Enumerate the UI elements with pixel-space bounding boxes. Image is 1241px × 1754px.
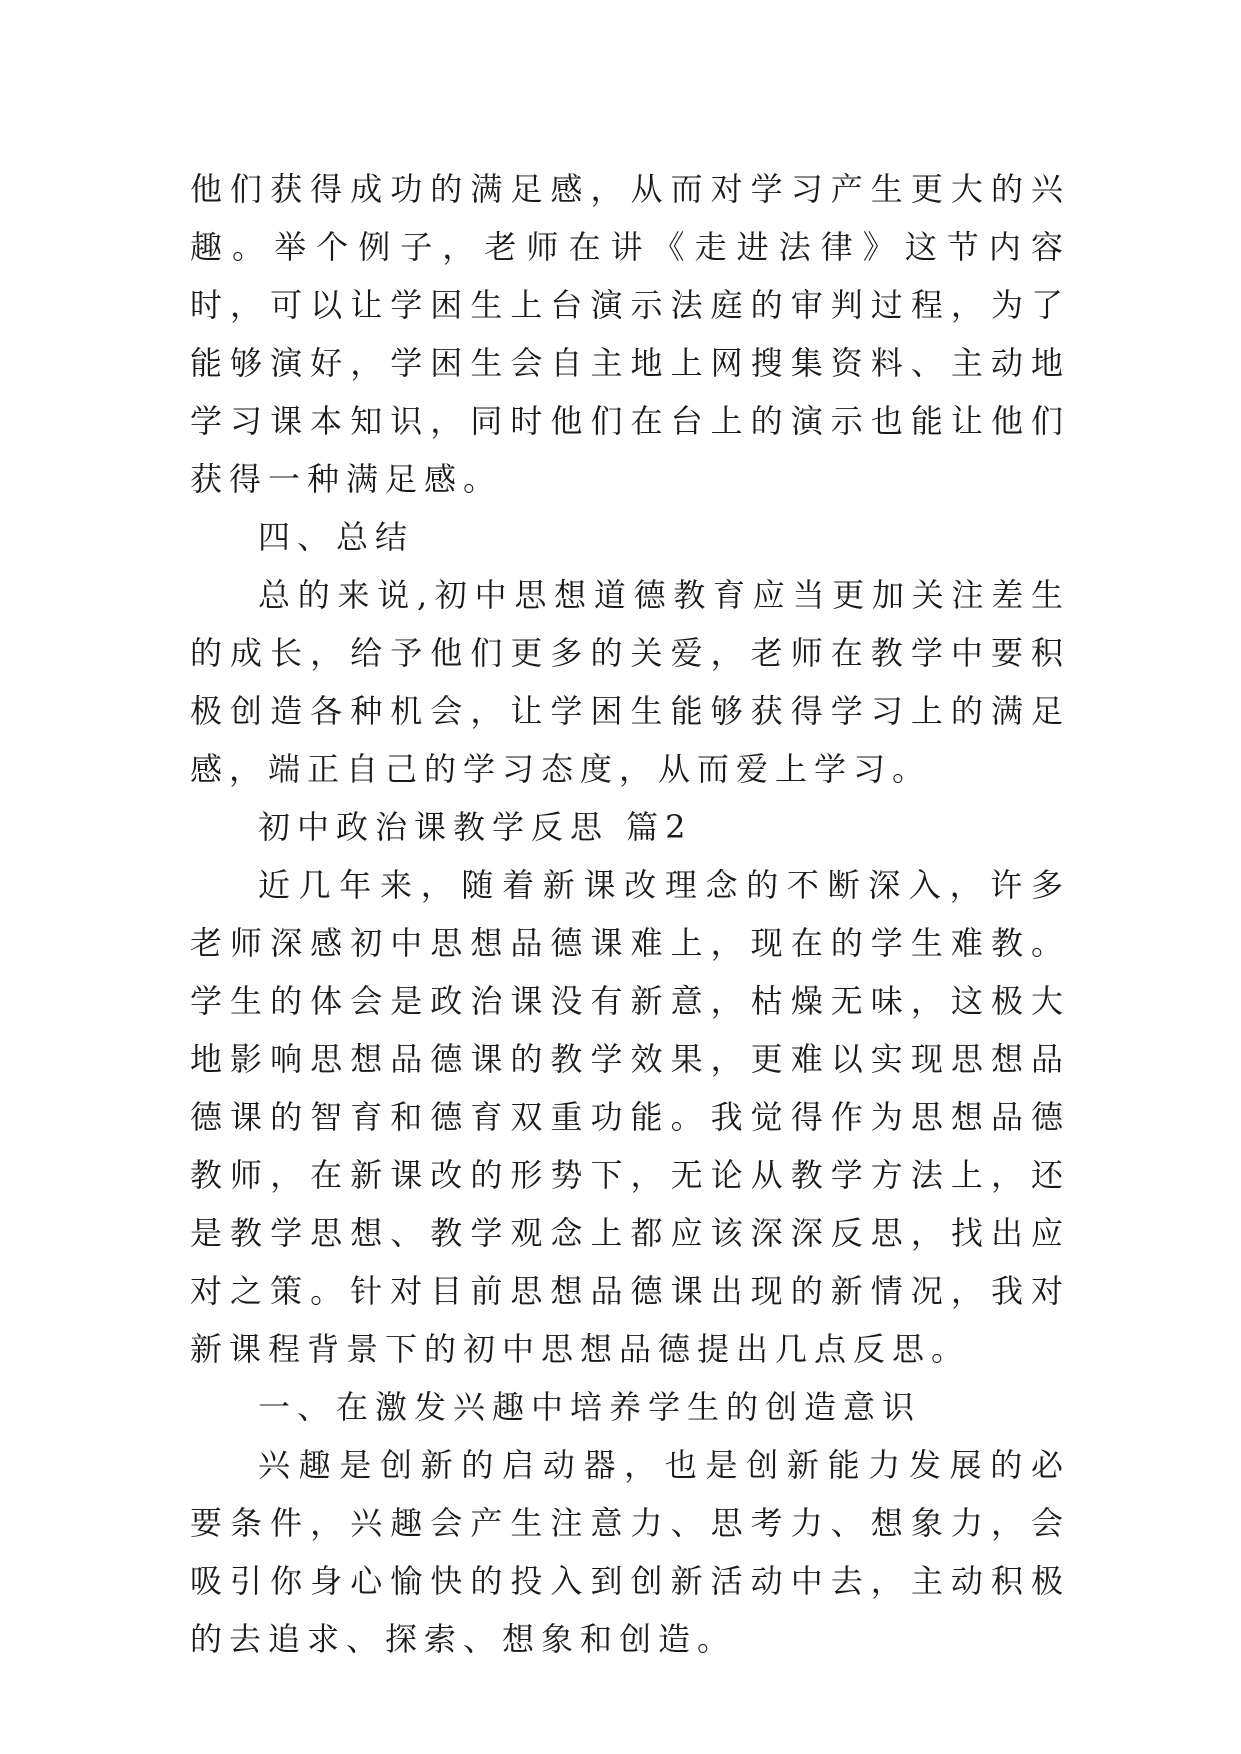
paragraph-intro: 近几年来，随着新课改理念的不断深入，许多老师深感初中思想品德课难上，现在的学生难教。学生的体会是政治课没有新意，枯燥无味，这极大地影响思想品德课的教学效果，更难以实现思想品德课的智育和德育双重功能。我觉得作为思想品德教师，在新课改的形势下，无论从教学方法上，还是教学思想、教学观念上都应该深深反思，找出应对之策。针对目前思想品德课出现的新情况，我对新课程背景下的初中思想品德提出几点反思。: [190, 866, 1070, 1368]
section-heading-summary: 四、总结: [258, 518, 415, 556]
paragraph-continuation: 他们获得成功的满足感，从而对学习产生更大的兴趣。举个例子，老师在讲《走进法律》这节内容时，可以让学困生上台演示法庭的审判过程，为了能够演好，学困生会自主地上网搜集资料、主动地学习课本知识，同时他们在台上的演示也能让他们获得一种满足感。: [190, 170, 1070, 498]
article-title-part-2: 初中政治课教学反思 篇2: [258, 808, 693, 846]
section-heading-one: 一、在激发兴趣中培养学生的创造意识: [258, 1388, 922, 1426]
paragraph-summary: 总的来说,初中思想道德教育应当更加关注差生的成长，给予他们更多的关爱，老师在教学中要积极创造各种机会，让学困生能够获得学习上的满足感，端正自己的学习态度，从而爱上学习。: [190, 576, 1070, 788]
document-body: [190, 160, 1070, 1668]
paragraph-interest: 兴趣是创新的启动器，也是创新能力发展的必要条件，兴趣会产生注意力、思考力、想象力，会吸引你身心愉快的投入到创新活动中去，主动积极的去追求、探索、想象和创造。: [190, 1446, 1070, 1658]
